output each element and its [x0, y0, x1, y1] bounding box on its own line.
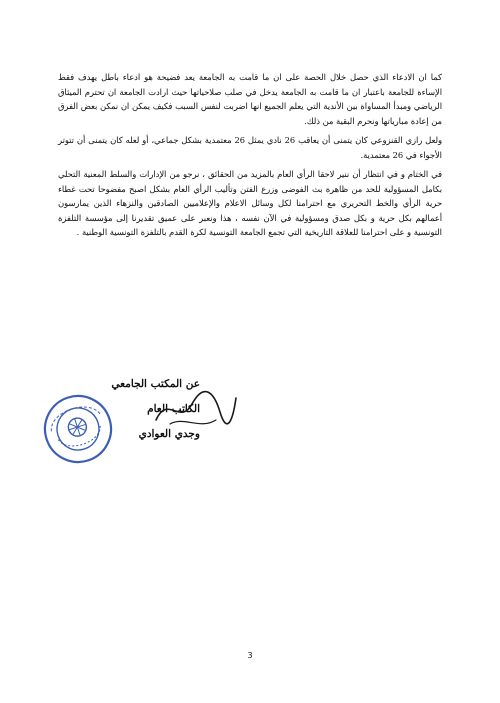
page-number: 3 [247, 651, 253, 660]
handwritten-signature [150, 386, 240, 434]
signature-title-line: الكاتب العام [147, 403, 200, 415]
signature-office-line: عن المكتب الجامعي [111, 378, 200, 390]
letter-body [58, 70, 442, 245]
paragraph-3: في الختام و في انتظار أن ننير لاحقا الرأي العام بالمزيد من الحقائق ، نرجو من الإدارات والسلط المعنية التحلي بكامل المسؤولية للحد من ظاهرة بث الفوضى وزرع الفتن وتأليب الرأي العام بشكل اصبح مفضوحا تحت غطاء حرية الرأي والخط التحريري مع احترامنا لكل وسائل الاعلام والإعلاميين الصادقين والنزهاء الذين يمارسون أعمالهم بكل حرية و بكل صدق ومسؤولية في الآن نفسه ، هذا ونعبر على عميق تقديرنا إلى مؤسسة التلفزة التونسية و على احترامنا للعلاقة التاريخية التي تجمع الجامعة التونسية لكرة القدم بالتلفزة التونسية الوطنية . [58, 169, 442, 237]
signature-name-line: وجدي العوادي [138, 428, 200, 440]
paragraph-1: كما ان الادعاء الذي حصل خلال الحصة على ان ما قامت به الجامعة يعد فضيحة هو ادعاء باطل يهدف فقط الإساءة للجامعة باعتبار ان ما قامت به الجامعة يدخل في صلب صلاحياتها حيث ارادت الجامعة ان تحترم الميثاق الرياضي ومبدأ المساواة بين الأندية التي يعلم الجميع انها اضربت لنفس السبب فكيف يمكن ان نمكن بعض الفرق من إعادة مبارياتها ونحرم البقية من ذلك. [58, 72, 442, 126]
paragraph-2: ولعل رازي القنزوعي كان يتمنى أن يعاقب 26 نادي يمثل 26 معتمدية بشكل جماعي، أو لعله كان يتمنى أن تتوتر الأجواء في 26 معتمدية. [58, 135, 442, 160]
official-stamp [33, 384, 124, 475]
